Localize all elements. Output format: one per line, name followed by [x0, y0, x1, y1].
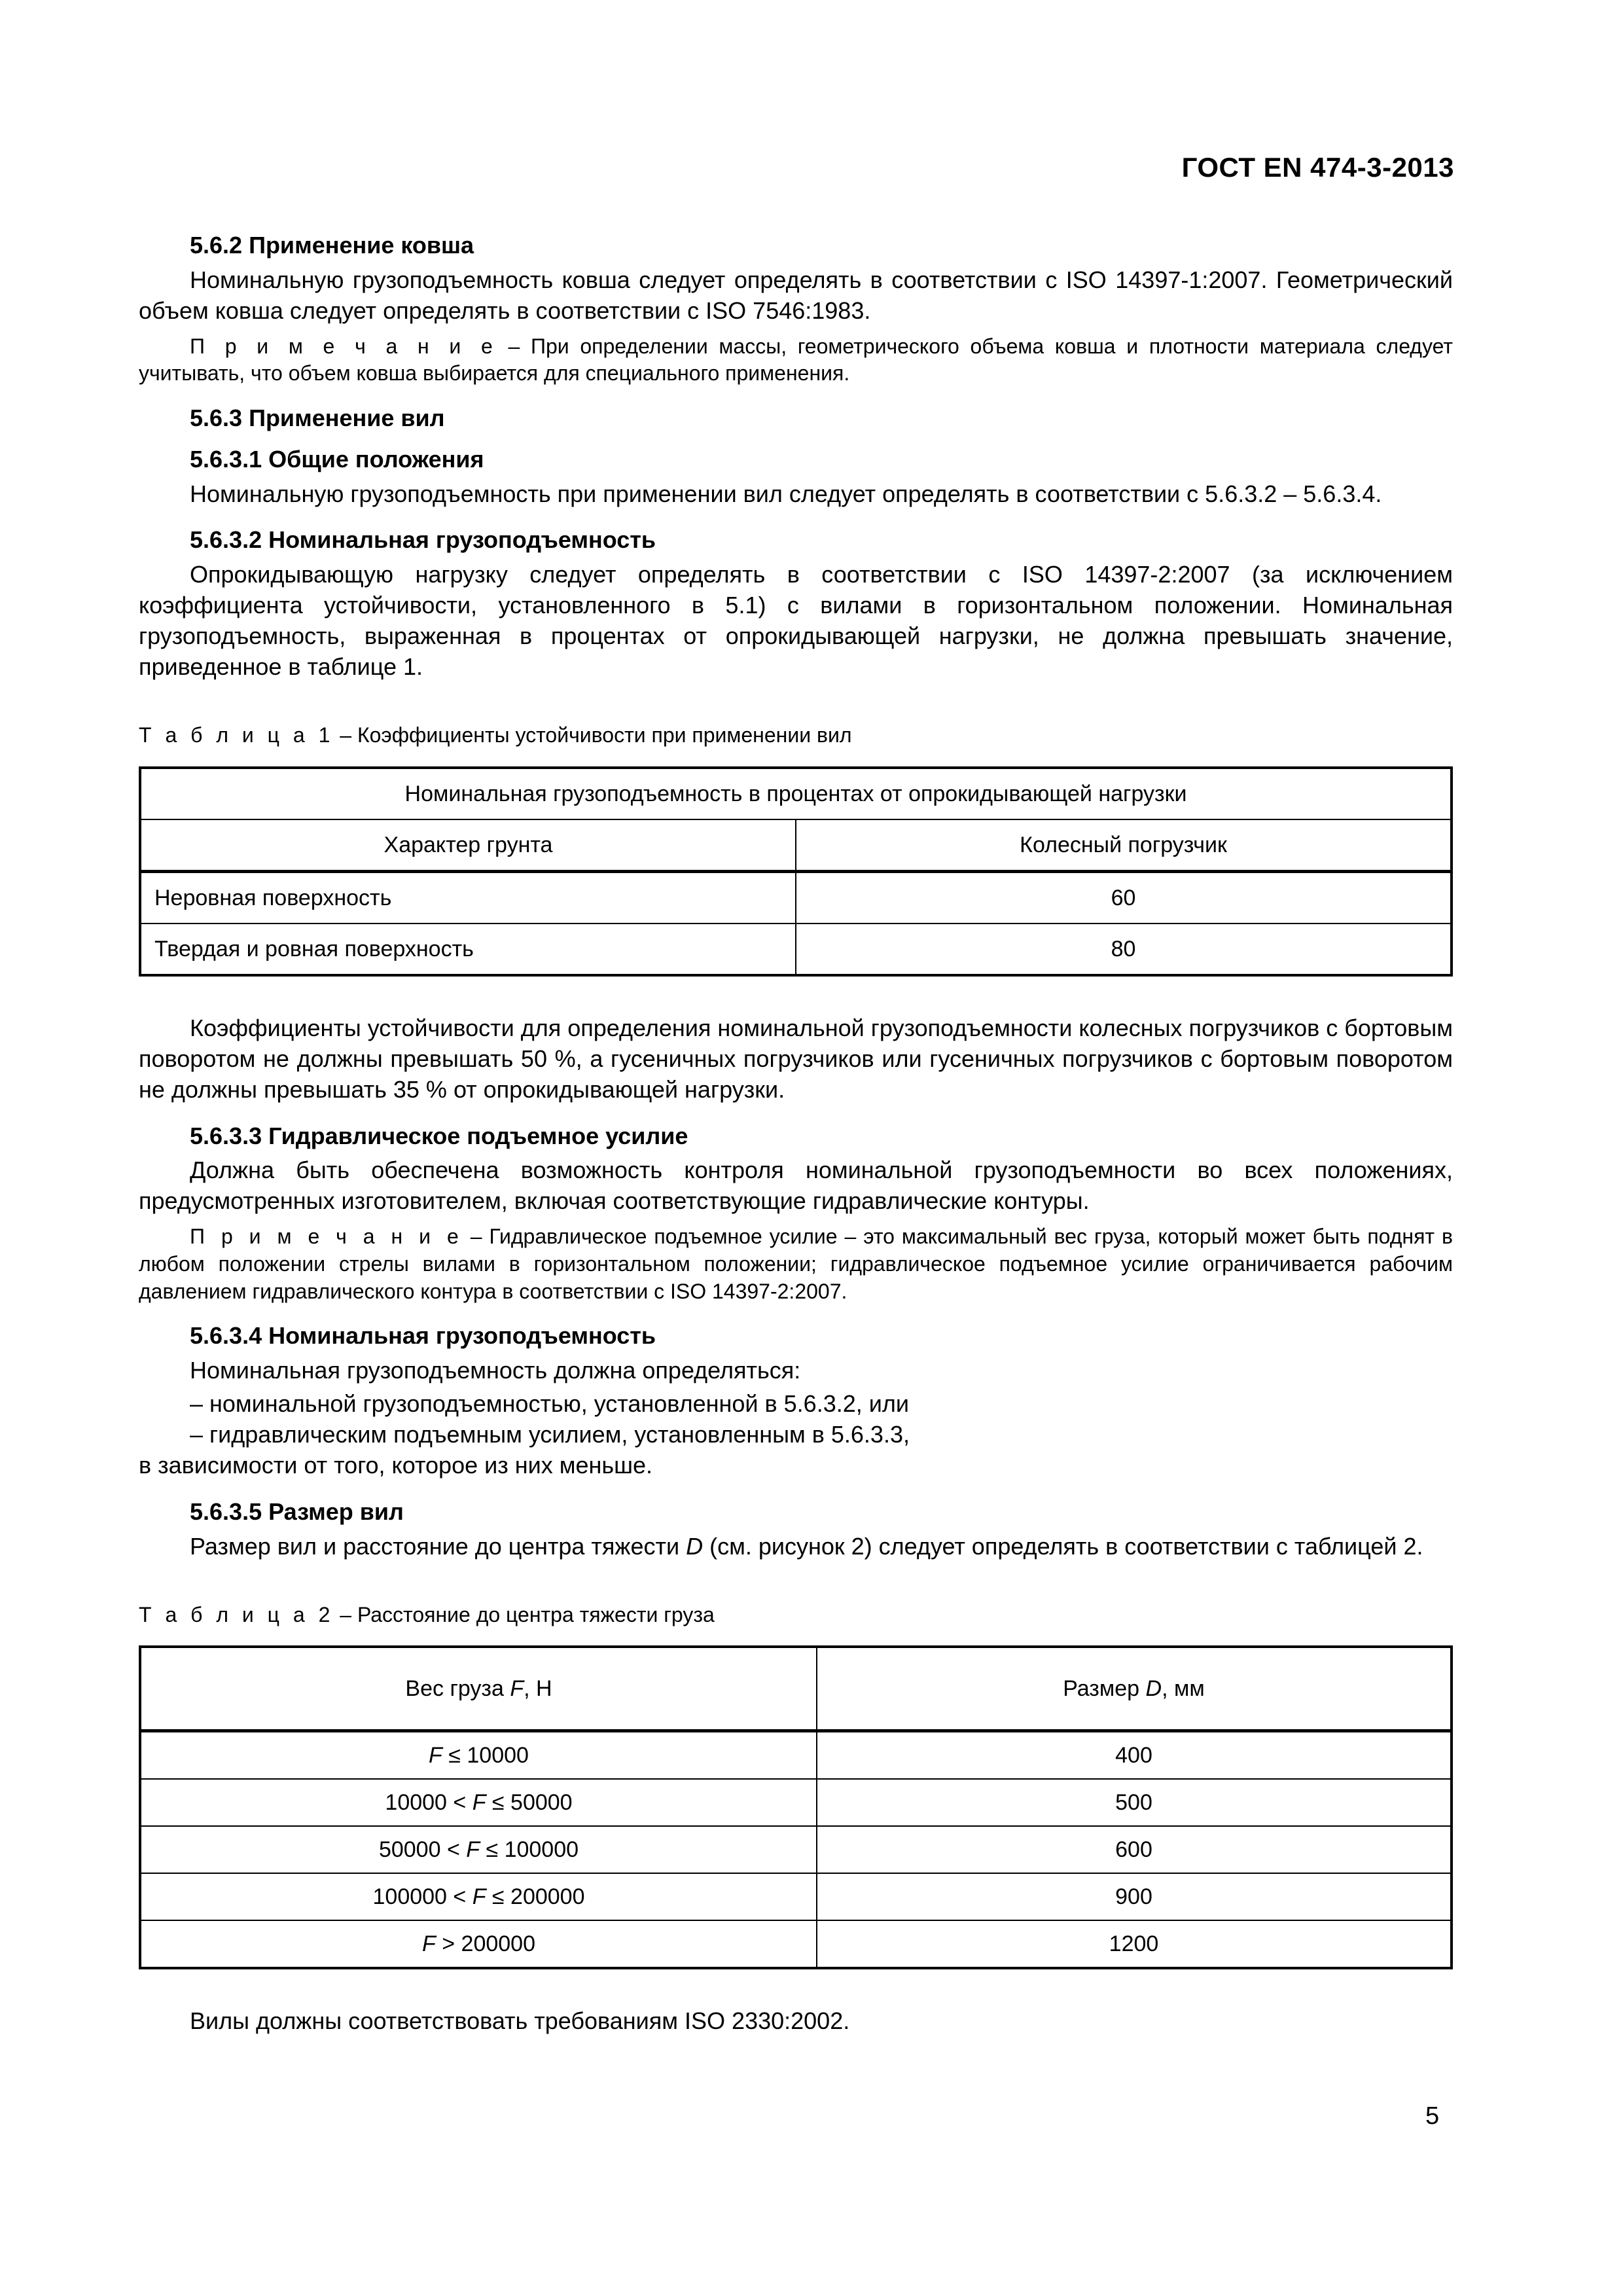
table-2-caption-text: – Расстояние до центра тяжести груза — [334, 1602, 715, 1626]
document-body — [139, 230, 1453, 2039]
table-2-header-row — [140, 1647, 1452, 1731]
heading-5-6-3: 5.6.3 Применение вил — [190, 404, 445, 431]
heading-5-6-2: 5.6.2 Применение ковша — [190, 232, 474, 259]
spacer — [139, 1308, 1453, 1321]
variable-f: F — [472, 1884, 486, 1909]
paragraph-5-6-3-2-1: Опрокидывающую нагрузку следует определять в соответствии с ISO 14397-2:2007 (за исключением коэффициента устойчивости, установленного в 5.1) с вилами в горизонтальном положении. Номинальная грузоподъемность, выраженная в процентах от опрокидывающей нагрузки, не должна превышать значение, приведенное в таблице 1. — [139, 561, 1453, 681]
spacer — [139, 1969, 1453, 2006]
table-1-r1-c0: Твердая и ровная поверхность — [140, 924, 796, 975]
table-1-caption — [139, 722, 1453, 749]
table-2-r2-c0 — [140, 1826, 817, 1873]
table-row — [140, 1779, 1452, 1826]
table-2-col-header-2-a: Размер — [1063, 1676, 1146, 1701]
table-row — [140, 924, 1452, 975]
table-1-col-header-1: Характер грунта — [140, 819, 796, 872]
variable-f: F — [422, 1931, 436, 1956]
table-row — [140, 1731, 1452, 1780]
heading-5-6-3-3: 5.6.3.3 Гидравлическое подъемное усилие — [190, 1122, 688, 1149]
table-2-r0-post: ≤ 10000 — [442, 1742, 529, 1768]
spacer — [139, 977, 1453, 1013]
list-item-5-6-3-4-b: – гидравлическим подъемным усилием, установленным в 5.6.3.3, — [190, 1420, 910, 1448]
spacer — [139, 1108, 1453, 1121]
table-2-r2-pre: 50000 < — [378, 1837, 467, 1862]
table-2-r0-c0 — [140, 1731, 817, 1780]
table-1-r1-c1: 80 — [796, 924, 1452, 975]
table-1-r0-c0: Неровная поверхность — [140, 871, 796, 924]
table-2 — [139, 1645, 1453, 1969]
table-2-caption — [139, 1602, 1453, 1629]
table-row — [140, 1873, 1452, 1920]
variable-f: F — [510, 1676, 524, 1701]
table-2-col-header-1-b: , Н — [524, 1676, 552, 1701]
table-2-col-header-1 — [140, 1647, 817, 1731]
table-2-col-header-1-a: Вес груза — [405, 1676, 510, 1701]
table-1-col-header-2: Колесный погрузчик — [796, 819, 1452, 872]
variable-f: F — [472, 1789, 486, 1815]
note-text: – При определении массы, геометрического объема ковша и плотности материала следует учитывать, что объем ковша выбирается для специального применения. — [139, 334, 1453, 386]
spacer — [139, 685, 1453, 722]
paragraph-5-6-3-5-1 — [139, 1532, 1453, 1562]
table-2-r3-c0 — [140, 1873, 817, 1920]
spacer — [139, 390, 1453, 403]
table-2-r3-pre: 100000 < — [372, 1884, 473, 1909]
table-2-r0-c1: 400 — [817, 1731, 1452, 1780]
spacer — [139, 1565, 1453, 1602]
heading-5-6-3-5: 5.6.3.5 Размер вил — [190, 1498, 404, 1525]
table-1-caption-label: Т а б л и ц а 1 — [139, 723, 334, 747]
table-1-span-header-cell: Номинальная грузоподъемность в процентах от опрокидывающей нагрузки — [140, 768, 1452, 819]
variable-f: F — [429, 1742, 442, 1768]
paragraph-after-table-2: Вилы должны соответствовать требованиям ISO 2330:2002. — [190, 2007, 850, 2035]
table-2-caption-label: Т а б л и ц а 2 — [139, 1602, 334, 1626]
note-5-6-2 — [139, 333, 1453, 387]
paragraph-5-6-3-5-1-part-b: (см. рисунок 2) следует определять в соответствии с таблицей 2. — [703, 1532, 1423, 1560]
paragraph-5-6-3-4-1: Номинальная грузоподъемность должна определяться: — [190, 1356, 801, 1384]
table-1-header-row — [140, 819, 1452, 872]
table-2-r2-post: ≤ 100000 — [480, 1837, 579, 1862]
table-1-r0-c1: 60 — [796, 871, 1452, 924]
note-label: П р и м е ч а н и е — [190, 334, 497, 358]
table-2-r1-pre: 10000 < — [385, 1789, 473, 1815]
paragraph-5-6-3-4-2: в зависимости от того, которое из них меньше. — [139, 1451, 653, 1479]
paragraph-5-6-3-1-1: Номинальную грузоподъемность при применении вил следует определять в соответствии с 5.6.3.2 – 5.6.3.4. — [190, 480, 1382, 507]
table-row — [140, 871, 1452, 924]
table-2-col-header-2 — [817, 1647, 1452, 1731]
table-1 — [139, 766, 1453, 977]
table-1-span-header-row — [140, 768, 1452, 819]
table-2-col-header-2-b: , мм — [1162, 1676, 1205, 1701]
spacer — [139, 1484, 1453, 1497]
note-5-6-3-3 — [139, 1223, 1453, 1305]
paragraph-5-6-2-1: Номинальную грузоподъемность ковша следует определять в соответствии с ISO 14397-1:2007. Геометрический объем ковша следует определять в соответствии с ISO 7546:1983. — [139, 266, 1453, 324]
note-label: П р и м е ч а н и е — [190, 1225, 463, 1249]
table-2-r1-c0 — [140, 1779, 817, 1826]
table-row — [140, 1920, 1452, 1968]
paragraph-5-6-3-5-1-part-a: Размер вил и расстояние до центра тяжести — [190, 1532, 687, 1560]
heading-5-6-3-4: 5.6.3.4 Номинальная грузоподъемность — [190, 1322, 656, 1350]
heading-5-6-3-2: 5.6.3.2 Номинальная грузоподъемность — [190, 526, 656, 554]
table-2-r3-c1: 900 — [817, 1873, 1452, 1920]
heading-5-6-3-1: 5.6.3.1 Общие положения — [190, 445, 484, 473]
table-2-r4-c0 — [140, 1920, 817, 1968]
table-2-r4-post: > 200000 — [435, 1931, 535, 1956]
variable-d: D — [686, 1532, 704, 1560]
note-text: – Гидравлическое подъемное усилие – это максимальный вес груза, который может быть поднят в любом положении стрелы вилами в горизонтальном положении; гидравлическое подъемное усилие ограничивается рабочим давлением гидравлического контура в соответствии с ISO 14397-2:2007. — [139, 1225, 1454, 1303]
variable-f: F — [466, 1837, 480, 1862]
table-2-r3-post: ≤ 200000 — [486, 1884, 585, 1909]
table-2-r1-post: ≤ 50000 — [486, 1789, 573, 1815]
table-row — [140, 1826, 1452, 1873]
running-header-standard-id: ГОСТ EN 474-3-2013 — [1181, 152, 1454, 183]
page-number: 5 — [1425, 2102, 1440, 2130]
table-2-r4-c1: 1200 — [817, 1920, 1452, 1968]
table-1-caption-text: – Коэффициенты устойчивости при применении вил — [334, 723, 852, 747]
table-2-r1-c1: 500 — [817, 1779, 1452, 1826]
table-2-r2-c1: 600 — [817, 1826, 1452, 1873]
spacer — [139, 512, 1453, 525]
variable-d: D — [1145, 1676, 1162, 1701]
list-item-5-6-3-4-a: – номинальной грузоподъемностью, установленной в 5.6.3.2, или — [190, 1390, 909, 1417]
paragraph-5-6-3-3-1: Должна быть обеспечена возможность контроля номинальной грузоподъемности во всех положениях, предусмотренных изготовителем, включая соответствующие гидравлические контуры. — [139, 1157, 1453, 1215]
paragraph-after-table-1: Коэффициенты устойчивости для определения номинальной грузоподъемности колесных погрузчиков с бортовым поворотом не должны превышать 50 %, а гусеничных погрузчиков или гусеничных погрузчиков с бортовым поворотом не должны превышать 35 % от опрокидывающей нагрузки. — [139, 1014, 1454, 1103]
